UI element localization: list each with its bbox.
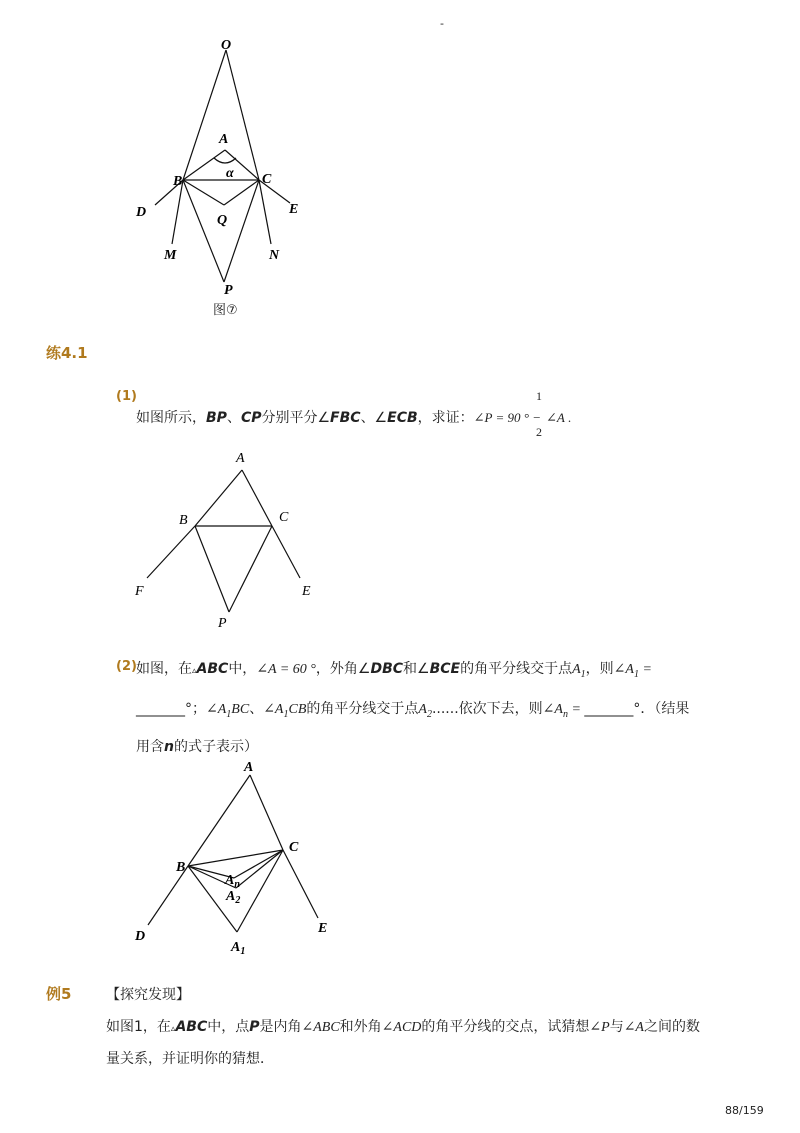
label-F: F — [135, 584, 144, 599]
example-5-line-1: 如图1，在▵ABC中，点P是内角∠ABC和外角∠ACD的角平分线的交点，试猜想∠P与∠A之间的数 — [106, 1019, 700, 1035]
figure-part-1 — [130, 445, 330, 635]
label-A: A — [219, 132, 229, 147]
label-A: A — [236, 451, 245, 466]
line-CQ — [224, 180, 259, 205]
label-O: O — [221, 38, 232, 53]
label-P: P — [224, 283, 233, 298]
label-alpha: α — [226, 166, 234, 181]
part-2-number: (2) — [116, 659, 137, 674]
part-1-text: 如图所示，BP、CP分别平分∠FBC、∠ECB，求证：∠P = 90 ° − — [136, 410, 541, 426]
angle-arc — [214, 158, 236, 163]
formula-end: ∠A . — [546, 410, 572, 425]
top-mark: - — [440, 17, 444, 30]
part-1-number: (1) — [116, 389, 137, 404]
line-AB — [188, 775, 250, 866]
line-OB — [183, 50, 229, 180]
fraction-denominator: 2 — [536, 425, 542, 439]
line-AC — [250, 775, 283, 850]
line-BF — [147, 526, 195, 578]
line-CE — [272, 526, 300, 578]
label-Q: Q — [217, 213, 228, 228]
example-5-section: 【探究发现】 — [106, 987, 190, 1003]
line-AB — [183, 150, 225, 180]
line-CP — [224, 180, 259, 282]
line-CA1 — [237, 850, 283, 932]
answer-blank-1[interactable]: _______ — [136, 701, 185, 717]
label-D: D — [136, 205, 147, 220]
label-C: C — [279, 510, 289, 525]
line-BP — [195, 526, 229, 612]
figure-part-2 — [130, 755, 340, 965]
label-A2: $A_2$ — [226, 889, 241, 906]
part-2-line-3: 用含n的式子表示） — [136, 739, 258, 755]
label-An: $A_n$ — [225, 873, 240, 890]
line-CN — [259, 180, 271, 244]
label-E: E — [318, 921, 328, 936]
label-M: M — [164, 248, 177, 263]
label-E: E — [289, 202, 299, 217]
fraction-numerator: 1 — [536, 389, 542, 403]
line-CE — [283, 850, 318, 918]
label-P: P — [218, 616, 227, 631]
label-E: E — [302, 584, 311, 599]
figure-7 — [120, 30, 320, 320]
page-number: 88/159 — [725, 1104, 764, 1117]
line-CA2 — [236, 850, 283, 888]
line-BM — [172, 180, 183, 244]
line-AC — [242, 470, 272, 526]
part-2-line-2: _______°；$\angle A_1BC$、$\angle A_1CB$的角平分线交于点$A_2$......依次下去，则$\angle A_n$ = _______°．（结果 — [136, 701, 690, 720]
line-OC — [226, 50, 259, 180]
label-C: C — [262, 172, 272, 187]
label-B: B — [176, 860, 186, 875]
line-BP — [183, 180, 224, 282]
label-D: D — [135, 929, 146, 944]
label-A: A — [244, 760, 254, 775]
label-B: B — [179, 513, 188, 528]
label-B: B — [173, 174, 183, 189]
label-A1: $A_1$ — [231, 940, 246, 957]
label-N: N — [269, 248, 280, 263]
example-5-line-2: 量关系，并证明你的猜想． — [106, 1051, 274, 1067]
line-BQ — [183, 180, 224, 205]
example-5-heading: 例5 — [46, 985, 72, 1003]
figure-7-caption: 图⑦ — [213, 303, 238, 318]
part-2-line-1: 如图，在▵ABC中，∠A = 60 °，外角∠DBC和∠BCE的角平分线交于点$A_1$，则$\angle A_1$ = — [136, 661, 652, 680]
answer-blank-2[interactable]: _______ — [584, 701, 634, 717]
exercise-4-1-heading: 练4.1 — [46, 344, 88, 362]
line-CP — [229, 526, 272, 612]
line-AB — [195, 470, 242, 526]
label-C: C — [289, 840, 299, 855]
